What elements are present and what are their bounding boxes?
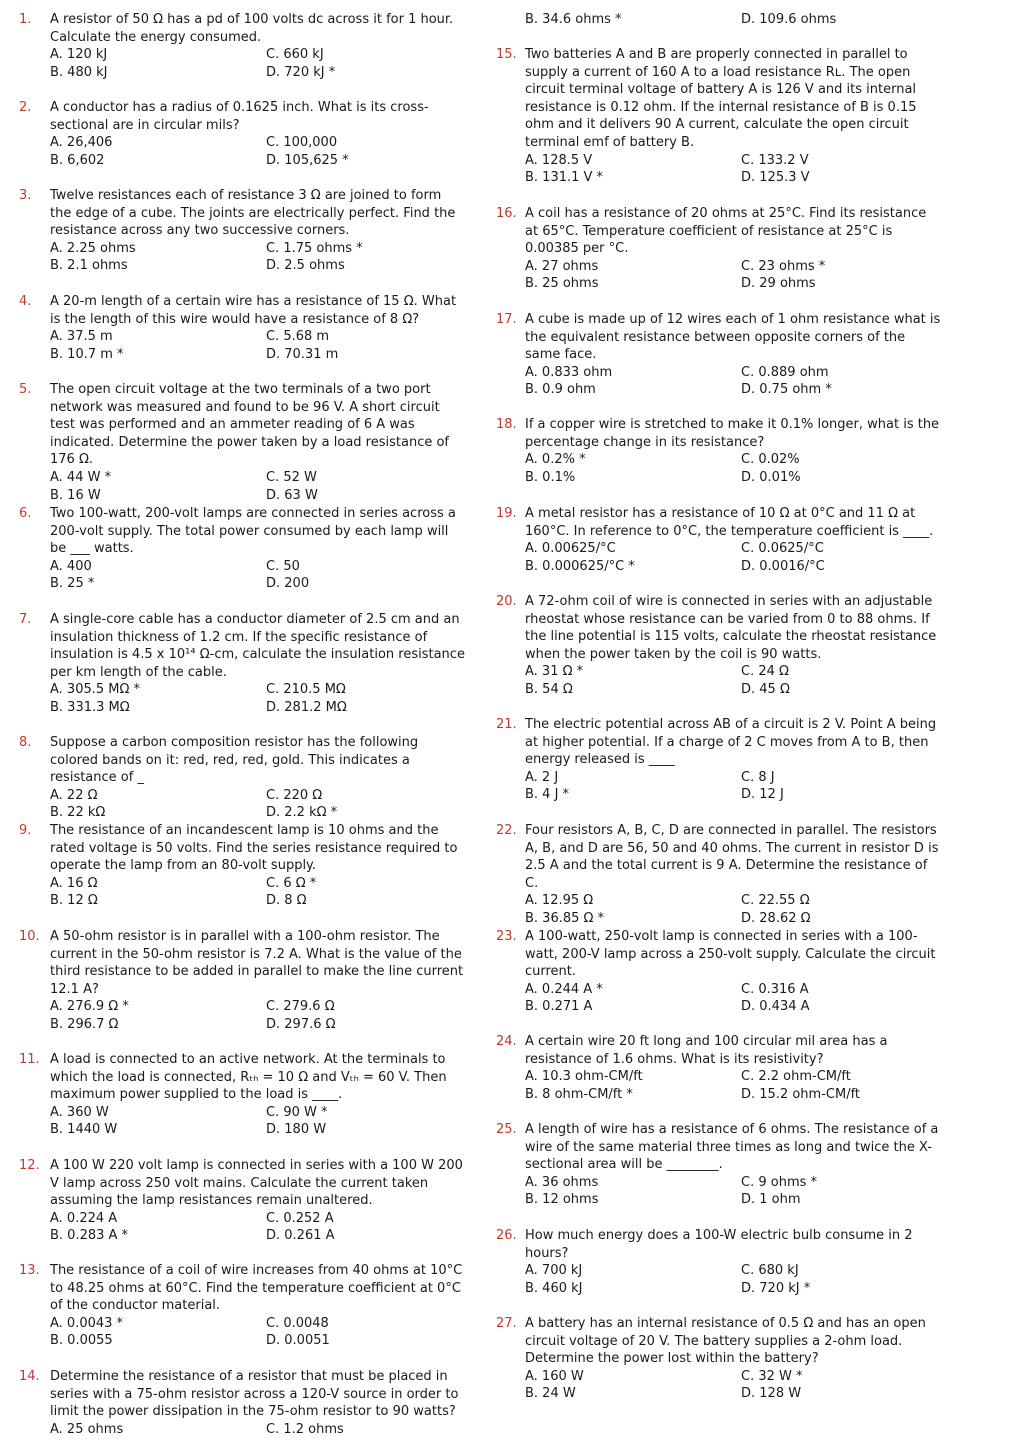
option-a: A. 31 Ω * [525, 664, 584, 680]
question-number: 23. [496, 929, 517, 944]
option-d: D. 0.434 A [741, 999, 810, 1015]
option-b: B. 131.1 V * [525, 170, 604, 186]
option-c: C. 2.2 ohm-CM/ft [741, 1069, 851, 1085]
option-b: B. 460 kJ [525, 1280, 583, 1296]
question-text: A cube is made up of 12 wires each of 1 ohm resistance what is the equivalent resistance between opposite corners of the same face. [525, 312, 941, 363]
option-b: B. 8 ohm-CM/ft * [525, 1086, 633, 1102]
option-d: D. 0.0051 [266, 1333, 330, 1349]
answer-options [50, 1104, 495, 1139]
option-a: A. 16 Ω [50, 875, 98, 891]
question-text: A 100-watt, 250-volt lamp is connected in series with a 100-watt, 200-V lamp across a 250-volt supply. Calculate the circuit current. [525, 929, 936, 980]
question-block [0, 928, 495, 1034]
question-block [495, 1121, 1010, 1209]
option-d: D. 29 ohms [741, 276, 816, 292]
question-block [495, 928, 1010, 1016]
option-a: A. 0.0043 * [50, 1315, 124, 1331]
option-d: D. 297.6 Ω [266, 1016, 336, 1032]
question-text: Two 100-watt, 200-volt lamps are connected in series across a 200-volt supply. The total power consumed by each lamp will be ___ watts. [50, 506, 456, 557]
question-number: 3. [19, 188, 32, 203]
option-d: D. 0.01% [741, 469, 801, 485]
question-block [0, 734, 495, 822]
option-d: D. 2.5 ohms [266, 258, 345, 274]
question-number: 8. [19, 735, 32, 750]
option-b: B. 0.0055 [50, 1333, 113, 1349]
option-c: C. 22.55 Ω [741, 893, 810, 909]
option-d: D. 12 J [741, 787, 784, 803]
question-number: 6. [19, 506, 32, 521]
question-text: A 50-ohm resistor is in parallel with a 100-ohm resistor. The current in the 50-ohm resistor is 7.2 A. What is the value of the third resistance to be added in parallel to make the line current 12.1 A? [50, 929, 464, 997]
option-a: A. 12.95 Ω [525, 893, 594, 909]
question-text: If a copper wire is stretched to make it 0.1% longer, what is the percentage change in its resistance? [525, 417, 940, 450]
answer-options [525, 11, 1010, 29]
option-b: B. 4 J * [525, 787, 570, 803]
question-number: 14. [19, 1369, 40, 1384]
option-b: B. 0.9 ohm [525, 382, 596, 398]
option-c: C. 1.75 ohms * [266, 240, 363, 256]
question-block [495, 1227, 1010, 1297]
question-block [495, 311, 1010, 399]
answer-options [50, 240, 495, 275]
option-b: B. 36.85 Ω * [525, 910, 605, 926]
option-d: D. 15.2 ohm-CM/ft [741, 1086, 861, 1102]
option-c: C. 0.316 A [741, 981, 809, 997]
question-block [0, 381, 495, 504]
answer-options [525, 1368, 1010, 1403]
option-a: A. 2.25 ohms [50, 240, 136, 256]
option-b: B. 296.7 Ω [50, 1016, 119, 1032]
answer-options [525, 258, 1010, 293]
option-b: B. 16 W [50, 487, 101, 503]
question-number: 21. [496, 717, 517, 732]
answer-options [525, 663, 1010, 698]
question-number: 10. [19, 929, 40, 944]
answer-options [50, 681, 495, 716]
option-b: B. 6,602 [50, 152, 105, 168]
option-c: C. 279.6 Ω [266, 999, 335, 1015]
question-text: A coil has a resistance of 20 ohms at 25°C. Find its resistance at 65°C. Temperature coefficient of resistance at 25°C is 0.00385 per °C. [525, 206, 927, 257]
question-number: 15. [496, 47, 517, 62]
option-b: B. 10.7 m * [50, 346, 124, 362]
answer-options [525, 451, 1010, 486]
option-b: B. 22 kΩ [50, 805, 106, 821]
question-number: 22. [496, 823, 517, 838]
option-d: D. 70.31 m [266, 346, 339, 362]
option-a: A. 360 W [50, 1104, 109, 1120]
question-block [0, 1368, 495, 1438]
option-a: A. 0.2% * [525, 452, 586, 468]
option-c: C. 32 W * [741, 1368, 803, 1384]
answer-options [525, 769, 1010, 804]
option-a: A. 2 J [525, 769, 559, 785]
question-block [495, 1315, 1010, 1403]
option-b: B. 24 W [525, 1386, 576, 1402]
option-c: C. 52 W [266, 469, 317, 485]
option-a: A. 27 ohms [525, 258, 599, 274]
question-text: A load is connected to an active network. At the terminals to which the load is connected, Rₜₕ = 10 Ω and Vₜₕ = 60 V. Then maximum power supplied to the load is ____. [50, 1052, 447, 1103]
option-c: C. 8 J [741, 769, 775, 785]
question-text: Twelve resistances each of resistance 3 Ω are joined to form the edge of a cube. The joints are electrically perfect. Find the resistance across any two successive corners. [50, 188, 456, 239]
option-d: D. 125.3 V [741, 170, 810, 186]
option-c: C. 133.2 V [741, 152, 809, 168]
question-block [0, 1051, 495, 1139]
option-d: D. 63 W [266, 487, 318, 503]
option-a: A. 0.224 A [50, 1210, 118, 1226]
option-c: C. 0.252 A [266, 1210, 334, 1226]
answer-options [50, 1315, 495, 1350]
question-number: 16. [496, 206, 517, 221]
question-block [495, 716, 1010, 804]
option-a: A. 700 kJ [525, 1263, 583, 1279]
question-number: 11. [19, 1052, 40, 1067]
option-c: C. 210.5 MΩ [266, 682, 346, 698]
question-text: A metal resistor has a resistance of 10 Ω at 0°C and 11 Ω at 160°C. In reference to 0°C, the temperature coefficient is ____. [525, 506, 934, 539]
question-block [0, 293, 495, 363]
question-number: 25. [496, 1122, 517, 1137]
answer-options [525, 1174, 1010, 1209]
question-block [495, 46, 1010, 187]
question-block [0, 11, 495, 81]
question-text: Suppose a carbon composition resistor has the following colored bands on it: red, red, red, gold. This indicates a resistance of _ [50, 735, 419, 786]
question-block [495, 11, 1010, 29]
option-d: D. 0.0016/°C [741, 558, 825, 574]
question-block [495, 1033, 1010, 1103]
option-d: D. 180 W [266, 1122, 327, 1138]
option-d: D. 128 W [741, 1386, 802, 1402]
option-b: B. 480 kJ [50, 64, 108, 80]
question-block [0, 1157, 495, 1245]
question-block [0, 1262, 495, 1350]
option-c: C. 0.02% [741, 452, 800, 468]
option-a: B. 34.6 ohms * [525, 12, 622, 27]
option-b: B. 1440 W [50, 1122, 118, 1138]
option-a: A. 26,406 [50, 135, 113, 151]
answer-options [50, 1421, 495, 1439]
answer-options [525, 981, 1010, 1016]
option-c: C. 23 ohms * [741, 258, 826, 274]
question-number: 19. [496, 506, 517, 521]
question-text: Two batteries A and B are properly connected in parallel to supply a current of 160 A to a load resistance Rʟ. The open circuit terminal voltage of battery A is 126 V and its internal resistance is 0.12 ohm. If the internal resistance of B is 0.15 ohm and it delivers 90 A current, calculate the open circuit terminal emf of battery B. [525, 47, 917, 150]
option-b: B. 0.283 A * [50, 1228, 129, 1244]
question-text: A conductor has a radius of 0.1625 inch. What is its cross-sectional are in circular mils? [50, 100, 429, 133]
option-a: A. 25 ohms [50, 1421, 124, 1437]
question-number: 2. [19, 100, 32, 115]
option-c: C. 220 Ω [266, 787, 323, 803]
question-text: A 20-m length of a certain wire has a resistance of 15 Ω. What is the length of this wire would have a resistance of 8 Ω? [50, 294, 457, 327]
option-a: A. 0.244 A * [525, 981, 603, 997]
question-text: A 100 W 220 volt lamp is connected in series with a 100 W 200 V lamp across 250 volt mains. Calculate the current taken assuming the lamp resistances remain unaltered. [50, 1158, 463, 1209]
option-c: C. 9 ohms * [741, 1174, 818, 1190]
option-d: D. 281.2 MΩ [266, 699, 347, 715]
answer-options [525, 540, 1010, 575]
option-b: B. 331.3 MΩ [50, 699, 130, 715]
option-c: C. 680 kJ [741, 1263, 799, 1279]
question-block [495, 416, 1010, 486]
question-number: 7. [19, 612, 32, 627]
question-number: 18. [496, 417, 517, 432]
question-text: A length of wire has a resistance of 6 ohms. The resistance of a wire of the same material three times as long and twice the X-sectional area will be ________. [525, 1122, 939, 1173]
option-b: B. 0.000625/°C * [525, 558, 635, 574]
answer-options [50, 787, 495, 822]
question-block [0, 187, 495, 275]
answer-options [50, 875, 495, 910]
option-c: C. 1.2 ohms [266, 1421, 344, 1437]
question-number: 27. [496, 1316, 517, 1331]
question-number: 4. [19, 294, 32, 309]
question-text: The resistance of an incandescent lamp is 10 ohms and the rated voltage is 50 volts. Find the series resistance required to operate the lamp from an 80-volt supply. [50, 823, 458, 874]
option-c: C. 6 Ω * [266, 875, 317, 891]
option-c: C. 660 kJ [266, 47, 324, 63]
question-text: A resistor of 50 Ω has a pd of 100 volts dc across it for 1 hour. Calculate the energy consumed. [50, 12, 454, 45]
option-c: D. 109.6 ohms [741, 12, 837, 27]
answer-options [525, 152, 1010, 187]
question-text: The open circuit voltage at the two terminals of a two port network was measured and found to be 96 V. A short circuit test was performed and an ammeter reading of 6 A was indicated. Determine the power taken by a load resistance of 176 Ω. [50, 382, 450, 468]
option-d: D. 720 kJ * [741, 1280, 811, 1296]
question-text: Four resistors A, B, C, D are connected in parallel. The resistors A, B, and D are 56, 50 and 40 ohms. The current in resistor D is 2.5 A and the total current is 9 A. Determine the resistance of C. [525, 823, 939, 891]
option-a: A. 120 kJ [50, 47, 108, 63]
option-b: B. 54 Ω [525, 681, 573, 697]
option-a: A. 305.5 MΩ * [50, 682, 141, 698]
question-block [0, 822, 495, 910]
option-d: D. 720 kJ * [266, 64, 336, 80]
answer-options [50, 328, 495, 363]
option-c: C. 0.889 ohm [741, 364, 829, 380]
answer-options [525, 1068, 1010, 1103]
question-text: A battery has an internal resistance of 0.5 Ω and has an open circuit voltage of 20 V. The battery supplies a 2-ohm load. Determine the power lost within the battery? [525, 1316, 926, 1367]
option-a: A. 36 ohms [525, 1174, 599, 1190]
question-text: Determine the resistance of a resistor that must be placed in series with a 75-ohm resistor across a 120-V source in order to limit the power dissipation in the 75-ohm resistor to 90 watts? [50, 1369, 459, 1420]
answer-options [525, 364, 1010, 399]
question-block [0, 99, 495, 169]
answer-options [50, 998, 495, 1033]
option-c: C. 24 Ω [741, 664, 789, 680]
answer-options [50, 46, 495, 81]
question-text: The electric potential across AB of a circuit is 2 V. Point A being at higher potential. If a charge of 2 C moves from A to B, then energy released is ____ [525, 717, 937, 768]
question-text: A 72-ohm coil of wire is connected in series with an adjustable rheostat whose resistance can be varied from 0 to 88 ohms. If the line potential is 115 volts, calculate the rheostat resistance when the power taken by the coil is 90 watts. [525, 594, 937, 662]
option-a: A. 128.5 V [525, 152, 593, 168]
question-block [495, 822, 1010, 928]
option-d: D. 2.2 kΩ * [266, 805, 338, 821]
question-text: A single-core cable has a conductor diameter of 2.5 cm and an insulation thickness of 1.2 cm. If the specific resistance of insulation is 4.5 x 10¹⁴ Ω-cm, calculate the insulation resistance per km length of the cable. [50, 612, 465, 680]
option-a: A. 37.5 m [50, 329, 113, 345]
question-number: 24. [496, 1034, 517, 1049]
question-number: 13. [19, 1263, 40, 1278]
option-d: D. 45 Ω [741, 681, 790, 697]
option-c: C. 50 [266, 558, 300, 574]
option-b: B. 0.1% [525, 469, 576, 485]
option-b: B. 0.271 A [525, 999, 593, 1015]
option-b: B. 25 ohms [525, 276, 599, 292]
option-c: C. 90 W * [266, 1104, 328, 1120]
option-d: D. 28.62 Ω [741, 910, 811, 926]
question-text: A certain wire 20 ft long and 100 circular mil area has a resistance of 1.6 ohms. What is its resistivity? [525, 1034, 888, 1067]
question-block [495, 505, 1010, 575]
option-a: A. 44 W * [50, 469, 112, 485]
question-text: The resistance of a coil of wire increases from 40 ohms at 10°C to 48.25 ohms at 60°C. Find the temperature coefficient at 0°C of the conductor material. [50, 1263, 463, 1314]
option-d: D. 200 [266, 576, 310, 592]
option-a: A. 276.9 Ω * [50, 999, 129, 1015]
option-a: A. 22 Ω [50, 787, 98, 803]
question-block [495, 205, 1010, 293]
option-c: C. 100,000 [266, 135, 338, 151]
option-a: A. 0.00625/°C [525, 541, 616, 557]
option-d: D. 0.75 ohm * [741, 382, 832, 398]
question-number: 20. [496, 594, 517, 609]
question-number: 12. [19, 1158, 40, 1173]
option-d: D. 1 ohm [741, 1192, 801, 1208]
answer-options [50, 134, 495, 169]
option-d: D. 8 Ω [266, 893, 307, 909]
question-number: 17. [496, 312, 517, 327]
option-c: C. 5.68 m [266, 329, 330, 345]
answer-options [50, 558, 495, 593]
question-block [0, 505, 495, 593]
question-number: 1. [19, 12, 32, 27]
question-number: 9. [19, 823, 32, 838]
answer-options [525, 892, 1010, 927]
option-c: C. 0.0625/°C [741, 541, 824, 557]
option-d: D. 105,625 * [266, 152, 349, 168]
option-b: B. 12 Ω [50, 893, 98, 909]
option-a: A. 400 [50, 558, 92, 574]
option-b: B. 2.1 ohms [50, 258, 128, 274]
option-a: A. 160 W [525, 1368, 584, 1384]
answer-options [50, 1210, 495, 1245]
question-block [495, 593, 1010, 699]
question-text: How much energy does a 100-W electric bulb consume in 2 hours? [525, 1228, 913, 1261]
option-d: D. 0.261 A [266, 1228, 335, 1244]
question-number: 5. [19, 382, 32, 397]
question-block [0, 611, 495, 717]
option-b: B. 25 * [50, 576, 95, 592]
question-number: 26. [496, 1228, 517, 1243]
option-a: A. 10.3 ohm-CM/ft [525, 1069, 643, 1085]
option-c: C. 0.0048 [266, 1315, 329, 1331]
option-b: B. 12 ohms [525, 1192, 599, 1208]
option-a: A. 0.833 ohm [525, 364, 613, 380]
answer-options [50, 469, 495, 504]
answer-options [525, 1262, 1010, 1297]
